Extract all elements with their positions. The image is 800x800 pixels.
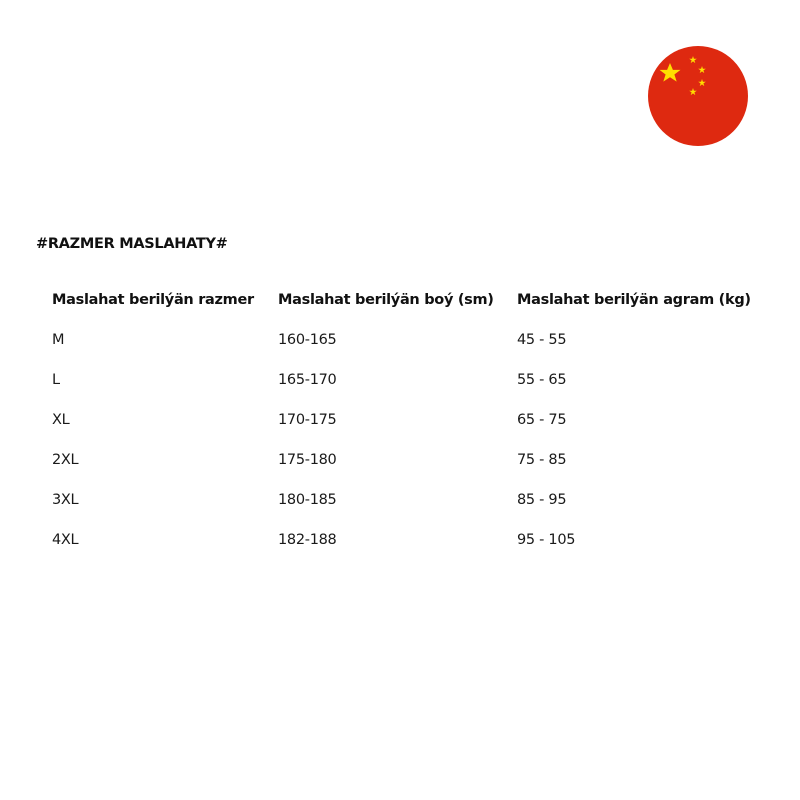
weight-cell: 75 - 85 — [517, 452, 567, 468]
size-cell: 2XL — [52, 452, 79, 468]
china-flag-icon — [648, 46, 748, 146]
height-cell: 165-170 — [278, 372, 337, 388]
weight-cell: 55 - 65 — [517, 372, 567, 388]
table-row — [52, 520, 757, 560]
table-header-row — [52, 280, 757, 320]
height-cell: 170-175 — [278, 412, 337, 428]
weight-cell: 95 - 105 — [517, 532, 576, 548]
size-cell: M — [52, 332, 65, 348]
weight-cell: 65 - 75 — [517, 412, 567, 428]
size-guide-table — [52, 280, 757, 560]
height-cell: 175-180 — [278, 452, 337, 468]
height-cell: 180-185 — [278, 492, 337, 508]
table-row — [52, 400, 757, 440]
header-recommended-weight: Maslahat berilýän agram (kg) — [517, 292, 751, 308]
weight-cell: 85 - 95 — [517, 492, 567, 508]
weight-cell: 45 - 55 — [517, 332, 567, 348]
header-recommended-size: Maslahat berilýän razmer — [52, 292, 254, 308]
size-cell: 3XL — [52, 492, 79, 508]
table-row — [52, 440, 757, 480]
header-recommended-height: Maslahat berilýän boý (sm) — [278, 292, 494, 308]
size-cell: L — [52, 372, 60, 388]
flag-field — [648, 46, 748, 146]
table-row — [52, 360, 757, 400]
size-cell: 4XL — [52, 532, 79, 548]
table-row — [52, 480, 757, 520]
size-cell: XL — [52, 412, 70, 428]
height-cell: 160-165 — [278, 332, 337, 348]
height-cell: 182-188 — [278, 532, 337, 548]
table-row — [52, 320, 757, 360]
size-guide-title: #RAZMER MASLAHATY# — [36, 236, 228, 252]
